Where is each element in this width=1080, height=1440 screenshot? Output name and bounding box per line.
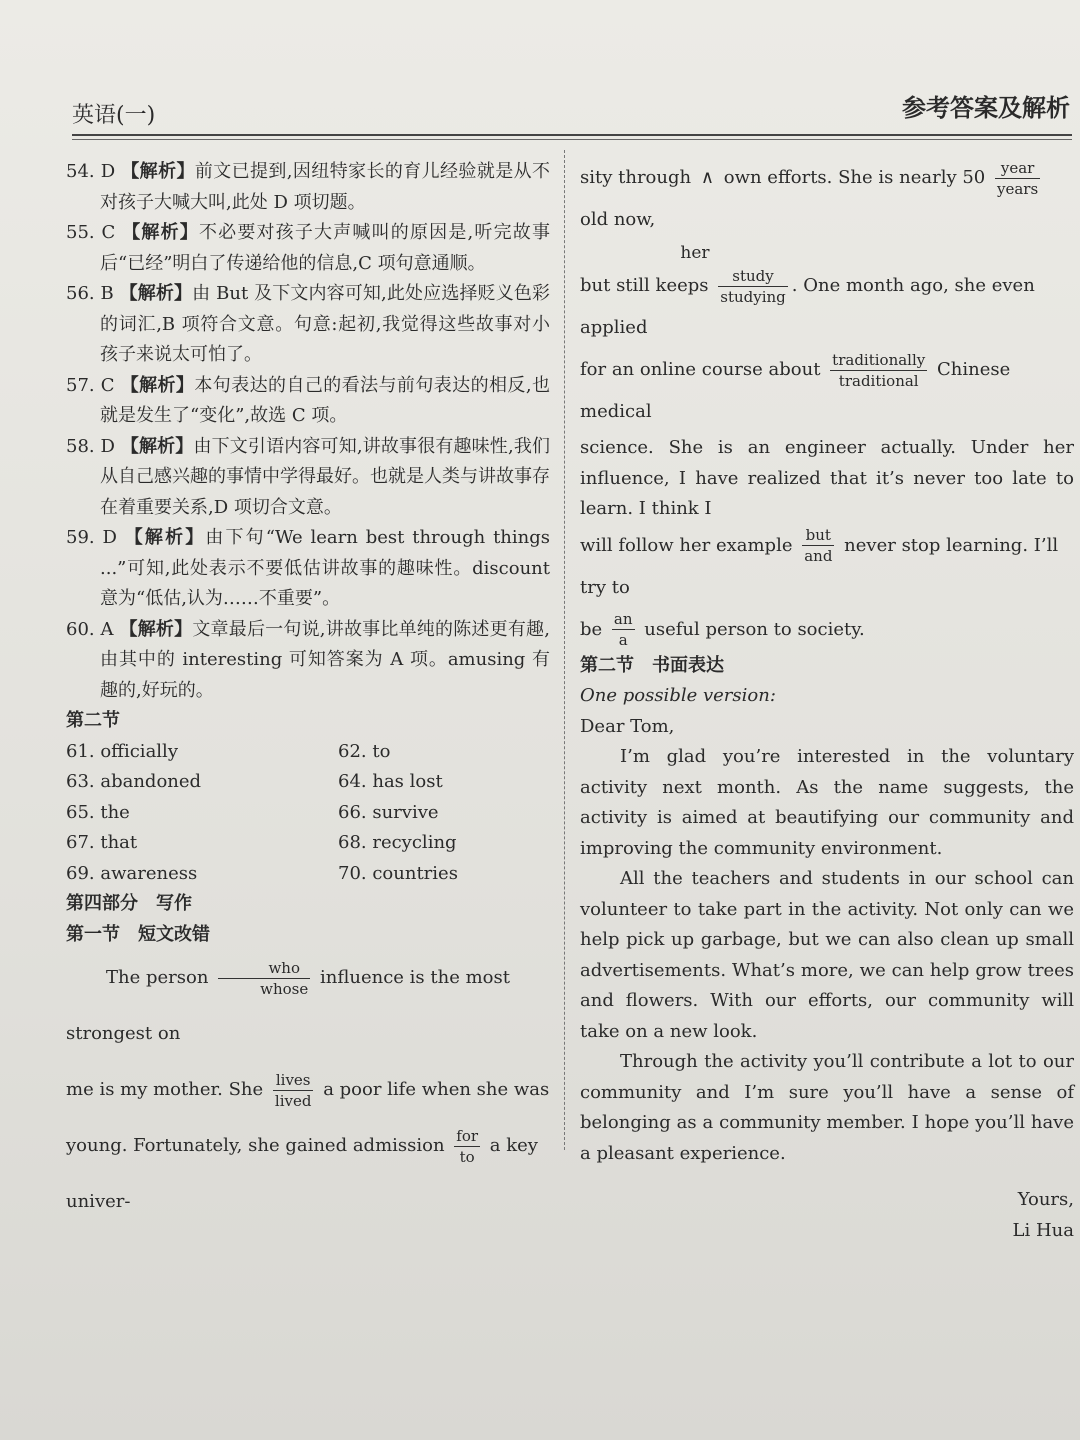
- correction-line-6: [580, 349, 1074, 433]
- section-title: 参考答案及解析: [902, 93, 1070, 122]
- correction-text: sity through: [580, 167, 692, 188]
- correction-line-2: [66, 1062, 550, 1118]
- header-rule-thin: [72, 139, 1072, 140]
- correction-fraction: [273, 1070, 314, 1111]
- correction-text: for an online course about: [580, 359, 821, 380]
- correction-text: Chinese medical: [580, 359, 1011, 422]
- correction-fixed: lived: [274, 1091, 312, 1110]
- writing-heading: 第二节 书面表达: [580, 654, 724, 676]
- correction-fixed: whose: [260, 979, 309, 998]
- question-number: 59. D: [66, 527, 117, 548]
- answer-item: 67. that: [66, 832, 138, 853]
- answer-grid: [66, 737, 550, 890]
- section-2-heading: 第二节: [66, 710, 120, 731]
- correction-original: who: [218, 958, 310, 979]
- analysis-tag: 【解析】: [121, 161, 195, 182]
- question-number: 55. C: [66, 222, 116, 243]
- insert-caret: ∧: [700, 167, 715, 188]
- insert-word: her: [680, 243, 710, 263]
- explanation-text: 前文已提到,因纽特家长的育儿经验就是从不对孩子大喊大叫,此处 D 项切题。: [100, 161, 550, 213]
- subject-title: 英语(一): [72, 103, 156, 128]
- explanation-item: [66, 279, 550, 371]
- explanation-text: 由下句“We learn best through things ...”可知,此处表示不要低估讲故事的趣味性。discount 意为“低估,认为……不重要”。: [100, 527, 551, 609]
- correction-text: own efforts. She is nearly 50: [723, 167, 986, 188]
- explanation-text: 由 But 及下文内容可知,此处应选择贬义色彩的词汇,B 项符合文意。句意:起初,我觉得这些故事对小孩子来说太可怕了。: [100, 283, 551, 365]
- correction-fixed: years: [997, 179, 1039, 198]
- correction-line-7: science. She is an engineer actually. Under her influence, I have realized that it’s never too late to learn. I think I: [580, 437, 1074, 519]
- correction-original: study: [718, 266, 788, 287]
- essay-version-label: One possible version:: [580, 685, 776, 706]
- correction-text: never stop learning. I’ll try to: [580, 534, 1059, 598]
- analysis-tag: 【解析】: [120, 374, 195, 396]
- explanation-item: [66, 615, 550, 707]
- correction-fraction: [995, 158, 1040, 199]
- explanation-item: [66, 432, 550, 524]
- correction-fixed: traditional: [838, 371, 919, 390]
- correction-text: young. Fortunately, she gained admission: [66, 1135, 445, 1156]
- answer-item: 69. awareness: [66, 862, 198, 884]
- correction-original: for: [456, 1126, 479, 1145]
- correction-fixed: a: [618, 631, 628, 649]
- essay-closing: Yours,: [1017, 1189, 1074, 1210]
- question-number: 57. C: [66, 374, 115, 396]
- essay-signature: Li Hua: [1012, 1219, 1074, 1241]
- correction-line-9: [580, 609, 1074, 651]
- essay-paragraph-2: All the teachers and students in our school can volunteer to take part in the activity. Not only can we help pick up garbage, but we can also clean up small advertisements. What’s more, we can help grow trees and flowers. With our efforts, our community will take on a new look.: [580, 868, 1074, 1042]
- correction-fraction: [612, 609, 635, 650]
- correction-fixed: studying: [720, 287, 786, 306]
- answer-item: 68. recycling: [338, 832, 457, 853]
- correction-text: will follow her example: [580, 534, 793, 556]
- question-number: 54. D: [66, 161, 116, 182]
- analysis-tag: 【解析】: [120, 435, 194, 457]
- correction-original: traditionally: [832, 350, 926, 369]
- answer-item: 66. survive: [338, 801, 439, 823]
- correction-fraction: [718, 266, 788, 307]
- correction-fixed: to: [459, 1147, 475, 1166]
- correction-text: influence is the most strongest on: [66, 967, 510, 1044]
- correction-text: be: [580, 618, 603, 640]
- page-header: [72, 88, 1070, 132]
- explanation-item: [66, 371, 550, 432]
- correction-line-4: [580, 157, 1074, 241]
- essay-paragraph-3: Through the activity you’ll contribute a lot to our community and I’m sure you’ll have a sense of belonging as a community member. I hope you’ll have a pleasant experience.: [580, 1051, 1074, 1164]
- explanation-list: [66, 157, 550, 706]
- question-number: 56. B: [66, 283, 114, 304]
- essay-greeting: Dear Tom,: [580, 715, 675, 737]
- right-column: [580, 157, 1074, 1246]
- correction-fraction: [454, 1126, 480, 1167]
- explanation-item: [66, 218, 550, 279]
- question-number: 60. A: [66, 618, 114, 640]
- correction-original: an: [613, 610, 633, 628]
- analysis-tag: 【解析】: [119, 283, 193, 304]
- correction-text: a poor life when she was: [323, 1079, 550, 1100]
- analysis-tag: 【解析】: [119, 618, 193, 640]
- explanation-text: 不必要对孩子大声喊叫的原因是,听完故事后“已经”明白了传递给他的信息,C 项句意通顺。: [100, 222, 550, 274]
- correction-line-8: [580, 525, 1074, 609]
- correction-text: useful person to society.: [644, 618, 865, 640]
- analysis-tag: 【解析】: [122, 222, 199, 243]
- question-number: 58. D: [66, 435, 115, 457]
- correction-text: but still keeps: [580, 275, 709, 296]
- correction-text: old now,: [580, 209, 656, 230]
- explanation-text: 由下文引语内容可知,讲故事很有趣味性,我们从自己感兴趣的事情中学得最好。也就是人类与讲故事存在着重要关系,D 项切合文意。: [100, 435, 550, 518]
- answer-item: 63. abandoned: [66, 771, 202, 792]
- answer-item: 64. has lost: [338, 771, 443, 792]
- part-4-heading: 第四部分 写作: [66, 893, 192, 914]
- correction-text: . One month ago, she even applied: [580, 275, 1035, 338]
- correction-line-1: [66, 950, 550, 1062]
- explanation-text: 文章最后一句说,讲故事比单纯的陈述更有趣,由其中的 interesting 可知答案为 A 项。amusing 有趣的,好玩的。: [100, 618, 550, 701]
- essay-paragraph-1: I’m glad you’re interested in the voluntary activity next month. As the name suggests, the activity is aimed at beautifying our community and improving the community environment.: [580, 746, 1074, 859]
- correction-fraction: [830, 350, 927, 391]
- correction-fraction: [802, 525, 834, 566]
- correction-fixed: and: [804, 547, 833, 565]
- correction-original: lives: [273, 1070, 314, 1091]
- correction-line-3: [66, 1118, 550, 1230]
- correction-fraction: [218, 958, 310, 999]
- answer-item: 61. officially: [66, 740, 178, 762]
- correction-line-5: [580, 265, 1074, 349]
- error-correction-heading: 第一节 短文改错: [66, 923, 210, 945]
- analysis-tag: 【解析】: [124, 527, 206, 548]
- answer-item: 62. to: [338, 740, 391, 762]
- correction-text: The person: [106, 967, 209, 988]
- correction-original: but: [802, 525, 834, 546]
- answer-item: 65. the: [66, 801, 130, 823]
- left-column: [66, 157, 550, 1230]
- answer-item: 70. countries: [338, 862, 458, 884]
- explanation-text: 本句表达的自己的看法与前句表达的相反,也就是发生了“变化”,故选 C 项。: [100, 374, 550, 426]
- correction-text: a key univer-: [66, 1135, 538, 1212]
- explanation-item: [66, 523, 550, 615]
- explanation-item: [66, 157, 550, 218]
- header-rule: [72, 134, 1072, 136]
- correction-original: year: [995, 158, 1040, 179]
- column-divider: [564, 150, 565, 1150]
- correction-text: me is my mother. She: [66, 1079, 264, 1100]
